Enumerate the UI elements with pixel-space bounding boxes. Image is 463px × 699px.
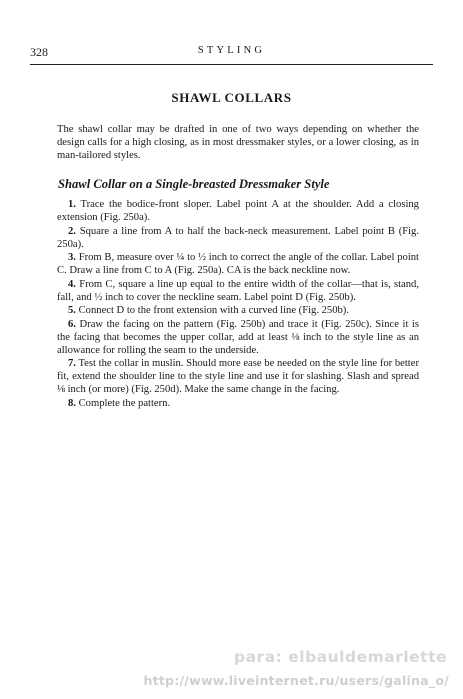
step-item (57, 304, 419, 317)
watermark-text: para: elbauldemarlette (234, 648, 447, 666)
page-number: 328 (30, 45, 48, 59)
step-number: 1. (68, 199, 76, 210)
step-item (57, 251, 419, 277)
intro-paragraph: The shawl collar may be drafted in one of two ways depending on whether the design calls for a high closing, as in most dressmaker styles, or a lower closing, as in man-tailored styles. (57, 124, 419, 161)
subsection-heading: Shawl Collar on a Single-breasted Dressmaker Style (58, 177, 330, 191)
page-header (30, 44, 433, 65)
step-item (57, 198, 419, 224)
step-text: From B, measure over ¼ to ½ inch to correct the angle of the collar. Label point C. Draw a line from C to A (Fig. 250a). CA is the back neckline now. (57, 252, 419, 276)
step-number: 8. (68, 397, 76, 409)
footer-url: http://www.liveinternet.ru/users/galina_o/ (143, 673, 449, 688)
step-number: 2. (68, 225, 76, 237)
step-item (57, 318, 419, 357)
running-head: STYLING (197, 45, 266, 56)
step-text: Draw the facing on the pattern (Fig. 250b) and trace it (Fig. 250c). Since it is the facing that becomes the upper collar, add at least ⅛ inch to the style line as an allowance for rolling the seam to the underside. (57, 318, 420, 356)
section-title: SHAWL COLLARS (171, 90, 292, 105)
step-item (57, 357, 419, 396)
step-text: From C, square a line up equal to the entire width of the collar—that is, stand, fall, and ½ inch to cover the neckline seam. Label point D (Fig. 250b). (57, 278, 419, 303)
step-text: Square a line from A to half the back-neck measurement. Label point B (Fig. 250a). (57, 225, 419, 250)
step-number: 7. (68, 358, 76, 369)
step-number: 3. (68, 252, 76, 263)
step-item (57, 397, 419, 410)
step-text: Connect D to the front extension with a curved line (Fig. 250b). (78, 305, 349, 316)
step-number: 6. (68, 318, 76, 330)
step-item (57, 225, 419, 251)
step-text: Test the collar in muslin. Should more ease be needed on the style line for better fit, extend the shoulder line to the style line and use it for slashing. Slash and spread ⅛ inch (or more) (Fig. 250d). Make the same change in the facing. (57, 358, 419, 395)
instruction-steps (57, 198, 419, 410)
step-text: Complete the pattern. (78, 397, 171, 409)
step-number: 5. (68, 305, 76, 316)
step-text: Trace the bodice-front sloper. Label point A at the shoulder. Add a closing extension (Fig. 250a). (57, 199, 419, 223)
step-number: 4. (68, 278, 76, 290)
step-item (57, 278, 419, 304)
